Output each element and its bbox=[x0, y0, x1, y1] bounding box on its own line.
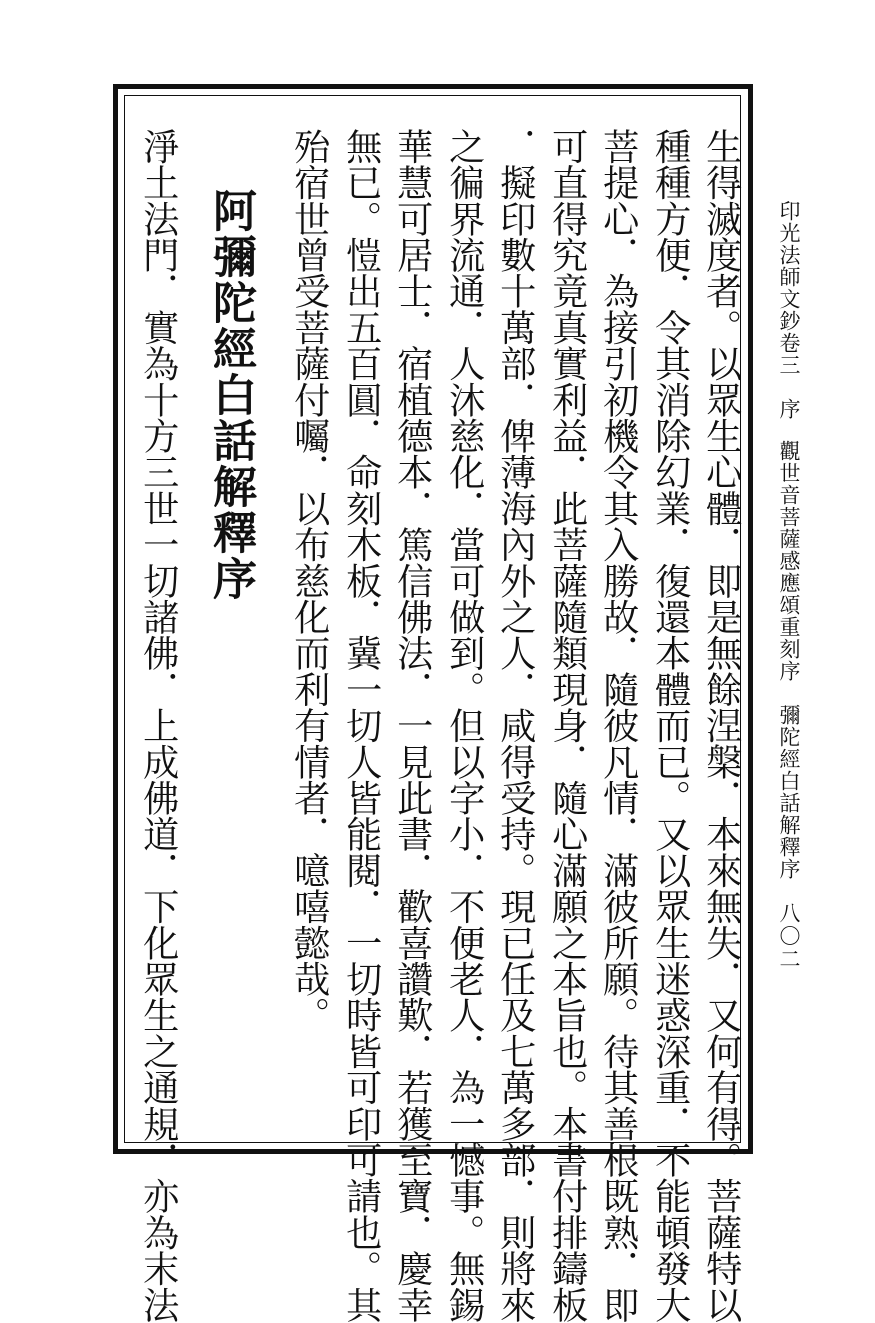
section-titles-header: 觀世音菩薩感應頌重刻序 彌陀經白話解釋序 bbox=[777, 440, 801, 880]
text-column-4: 可直得究竟真實利益．此菩薩隨類現身．隨心滿願之本旨也。本書付排鑄板 bbox=[546, 128, 590, 1323]
text-column-3: 菩提心．為接引初機令其入勝故．隨彼凡情．滿彼所願。待其善根既熟．即 bbox=[597, 128, 641, 1323]
text-column-5: ．擬印數十萬部．俾薄海內外之人．咸得受持。現已任及七萬多部．則將來 bbox=[494, 128, 538, 1323]
text-column-2: 種種方便．令其消除幻業．復還本體而已。又以眾生迷惑深重．不能頓發大 bbox=[649, 128, 693, 1323]
text-column-9: 殆宿世曾受菩薩付囑．以布慈化而利有情者．噫嘻懿哉。 bbox=[288, 128, 332, 1033]
essay-title: 阿彌陀經白話解釋序 bbox=[205, 188, 256, 602]
text-column-8: 無已。愷出五百圓．命刻木板．冀一切人皆能閱．一切時皆可印可請也。其 bbox=[340, 128, 384, 1323]
page-number: 八〇二 bbox=[777, 902, 801, 971]
text-column-1: 生得滅度者。以眾生心體．即是無餘涅槃．本來無失．又何有得。菩薩特以 bbox=[700, 128, 744, 1323]
text-column-10: 淨土法門．實為十方三世一切諸佛．上成佛道．下化眾生之通規．亦為末法 bbox=[137, 128, 181, 1323]
text-column-7: 華慧可居士．宿植德本．篤信佛法．一見此書．歡喜讚歎．若獲至寶．慶幸 bbox=[391, 128, 435, 1323]
book-title-header: 印光法師文鈔卷三 序 bbox=[777, 200, 801, 420]
text-column-6: 之徧界流通．人沐慈化．當可做到。但以字小．不便老人．為一憾事。無錫 bbox=[443, 128, 487, 1323]
